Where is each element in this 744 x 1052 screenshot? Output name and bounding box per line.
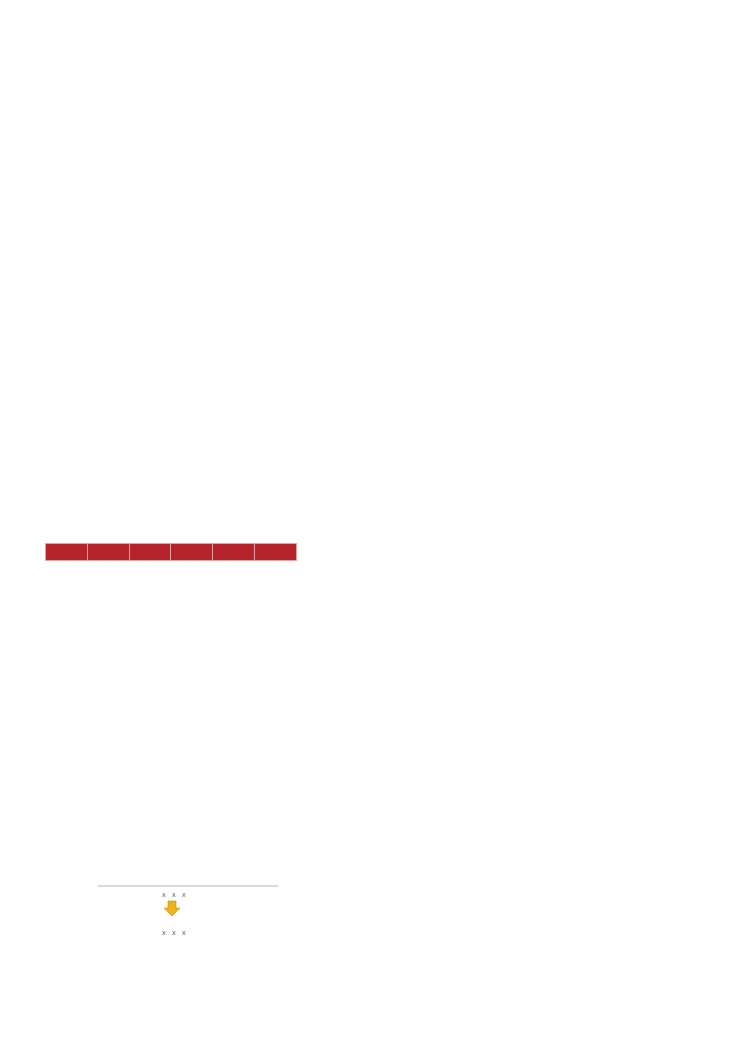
binary-representation-table xyxy=(45,543,297,683)
table-header xyxy=(171,544,213,561)
xi-label-top: X xyxy=(162,893,166,899)
diagram-graphic xyxy=(42,875,282,951)
x-label-top: X xyxy=(172,893,176,899)
table-header xyxy=(87,544,129,561)
table-header xyxy=(46,544,88,561)
table-header xyxy=(255,544,297,561)
x-label-bottom: X xyxy=(172,931,176,937)
table-header xyxy=(129,544,171,561)
table-header-row xyxy=(46,544,297,561)
down-arrow-icon xyxy=(164,901,180,916)
discretization-diagram xyxy=(42,875,282,965)
xi1-label-top: X xyxy=(182,893,186,899)
xi1-label-bottom: X xyxy=(182,931,186,937)
table-body xyxy=(46,561,297,683)
table-header xyxy=(213,544,255,561)
xi-label-bottom: X xyxy=(162,931,166,937)
